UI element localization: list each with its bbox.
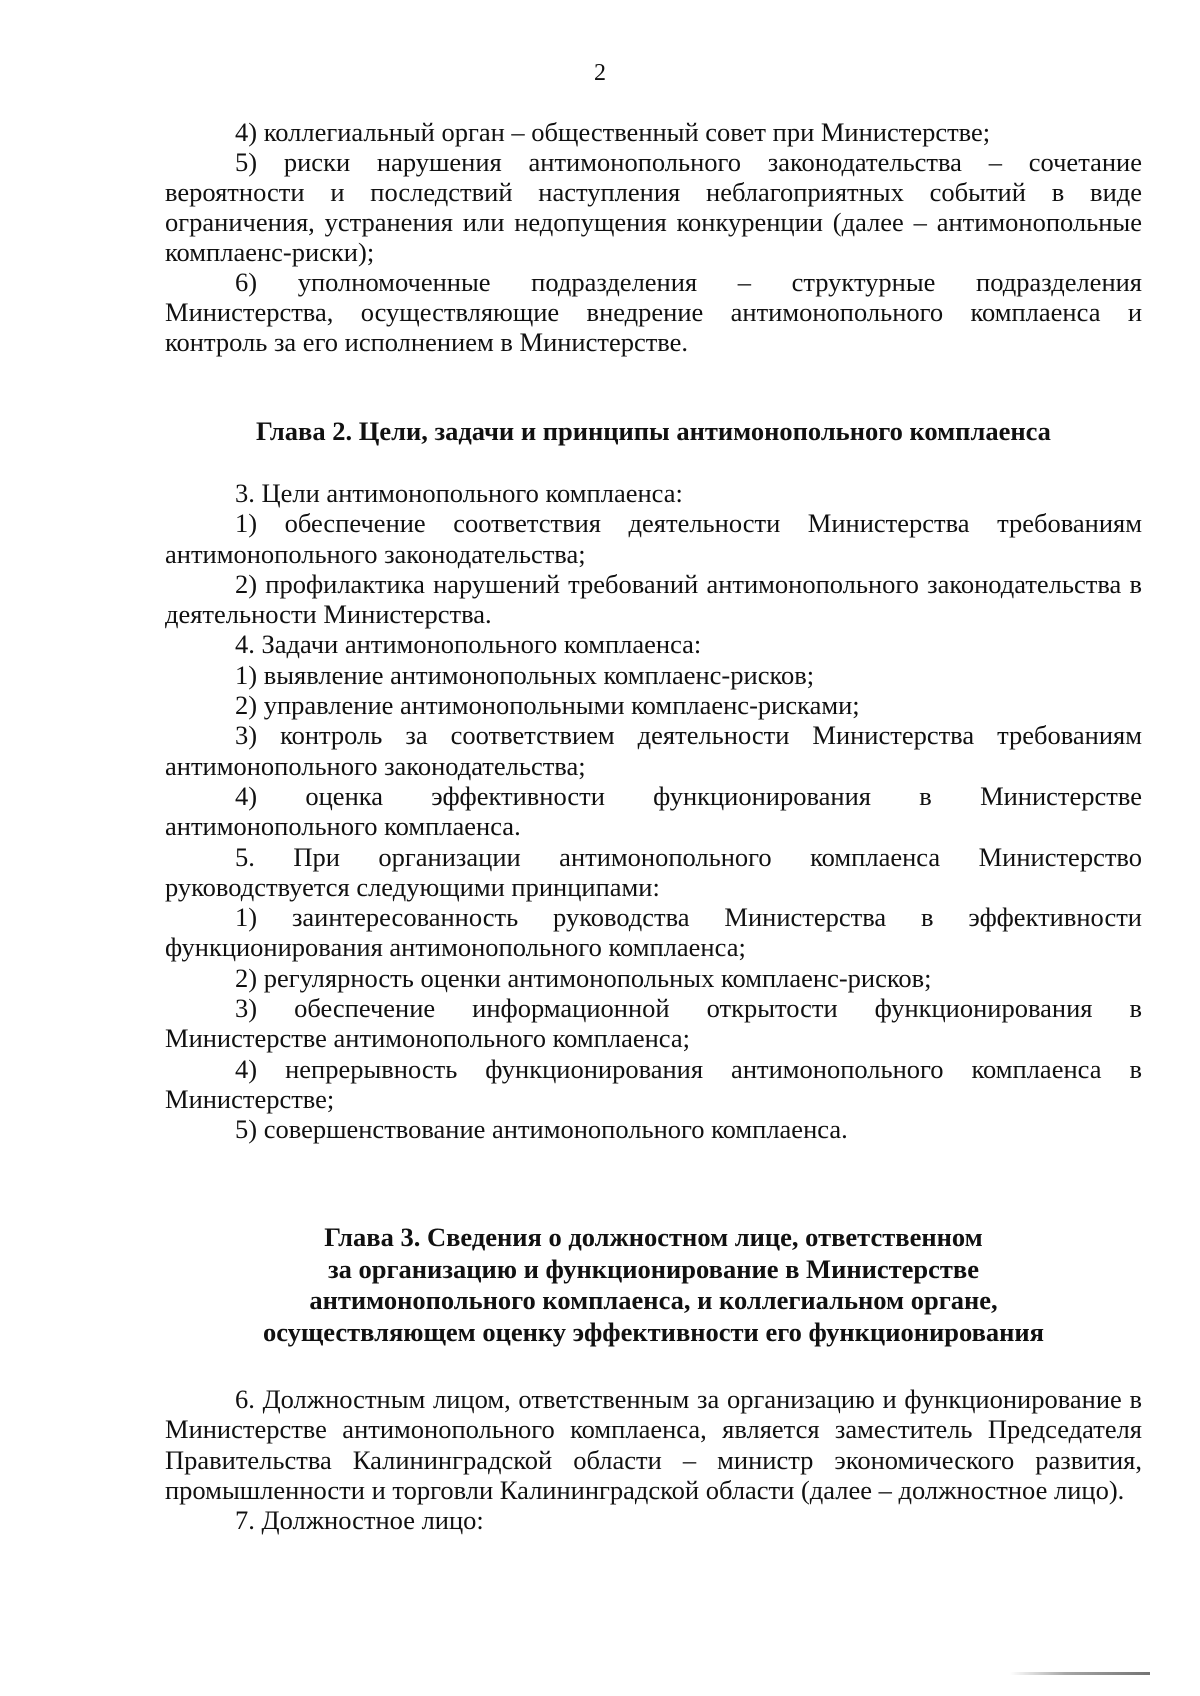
paragraph-5-2: 2) регулярность оценки антимонопольных комплаенс-рисков; bbox=[235, 962, 932, 993]
paragraph-7: 7. Должностное лицо: bbox=[235, 1505, 484, 1536]
paragraph-5-4: 4) непрерывность функционирования антимонопольного комплаенса в Министерстве; bbox=[165, 1053, 1142, 1114]
definitions-continued bbox=[165, 117, 1142, 357]
scan-edge-mark bbox=[1010, 1672, 1150, 1675]
page-number: 2 bbox=[594, 60, 606, 86]
chapter-3-heading bbox=[165, 1222, 1142, 1348]
paragraph-3-1: 1) обеспечение соответствия деятельности Министерства требованиям антимонопольного законодательства; bbox=[165, 508, 1142, 569]
paragraph-3-2: 2) профилактика нарушений требований антимонопольного законодательства в деятельности Министерства. bbox=[165, 568, 1142, 630]
paragraph-3: 3. Цели антимонопольного комплаенса: bbox=[235, 478, 683, 508]
chapter-3-body bbox=[165, 1384, 1142, 1535]
chapter-3-heading-line-2: за организацию и функционирование в Министерстве bbox=[327, 1253, 980, 1284]
paragraph-def-5: 5) риски нарушения антимонопольного законодательства – сочетание вероятности и последствий наступления неблагоприятных событий в виде ограничения, устранения или недопущения конкуренции (далее – антимонопольные комплаенс-риски); bbox=[165, 147, 1142, 267]
chapter-2-body bbox=[165, 478, 1142, 1145]
paragraph-def-6: 6) уполномоченные подразделения – структурные подразделения Министерства, осуществляющие внедрение антимонопольного комплаенса и контроль за его исполнением в Министерстве. bbox=[165, 267, 1142, 357]
paragraph-4-1: 1) выявление антимонопольных комплаенс-рисков; bbox=[235, 659, 815, 690]
chapter-3-heading-line-3: антимонопольного комплаенса, и коллегиальном органе, bbox=[309, 1285, 998, 1315]
chapter-3-heading-line-4: осуществляющем оценку эффективности его функционирования bbox=[262, 1316, 1045, 1347]
paragraph-5-3: 3) обеспечение информационной открытости функционирования в Министерстве антимонопольного комплаенса; bbox=[165, 993, 1142, 1054]
paragraph-def-4: 4) коллегиальный орган – общественный совет при Министерстве; bbox=[235, 117, 991, 147]
paragraph-5-5: 5) совершенствование антимонопольного комплаенса. bbox=[235, 1114, 848, 1145]
paragraph-4-2: 2) управление антимонопольными комплаенс-рисками; bbox=[235, 690, 860, 721]
paragraph-5-1: 1) заинтересованность руководства Министерства в эффективности функционирования антимонопольного комплаенса; bbox=[165, 902, 1142, 963]
paragraph-4-3: 3) контроль за соответствием деятельности Министерства требованиям антимонопольного законодательства; bbox=[165, 720, 1142, 781]
paragraph-4: 4. Задачи антимонопольного комплаенса: bbox=[235, 629, 702, 660]
paragraph-5: 5. При организации антимонопольного комплаенса Министерство руководствуется следующими принципами: bbox=[165, 841, 1142, 902]
paragraph-6: 6. Должностным лицом, ответственным за организацию и функционирование в Министерстве антимонопольного комплаенса, является заместитель Председателя Правительства Калининградской области – министр экономического развития, промышленности и торговли Калининградской области (далее – должностное лицо). bbox=[165, 1384, 1142, 1505]
chapter-2-heading: Глава 2. Цели, задачи и принципы антимонопольного комплаенса bbox=[256, 416, 1051, 446]
paragraph-4-4: 4) оценка эффективности функционирования в Министерстве антимонопольного комплаенса. bbox=[165, 780, 1142, 842]
chapter-3-heading-line-1: Глава 3. Сведения о должностном лице, ответственном bbox=[324, 1222, 983, 1252]
